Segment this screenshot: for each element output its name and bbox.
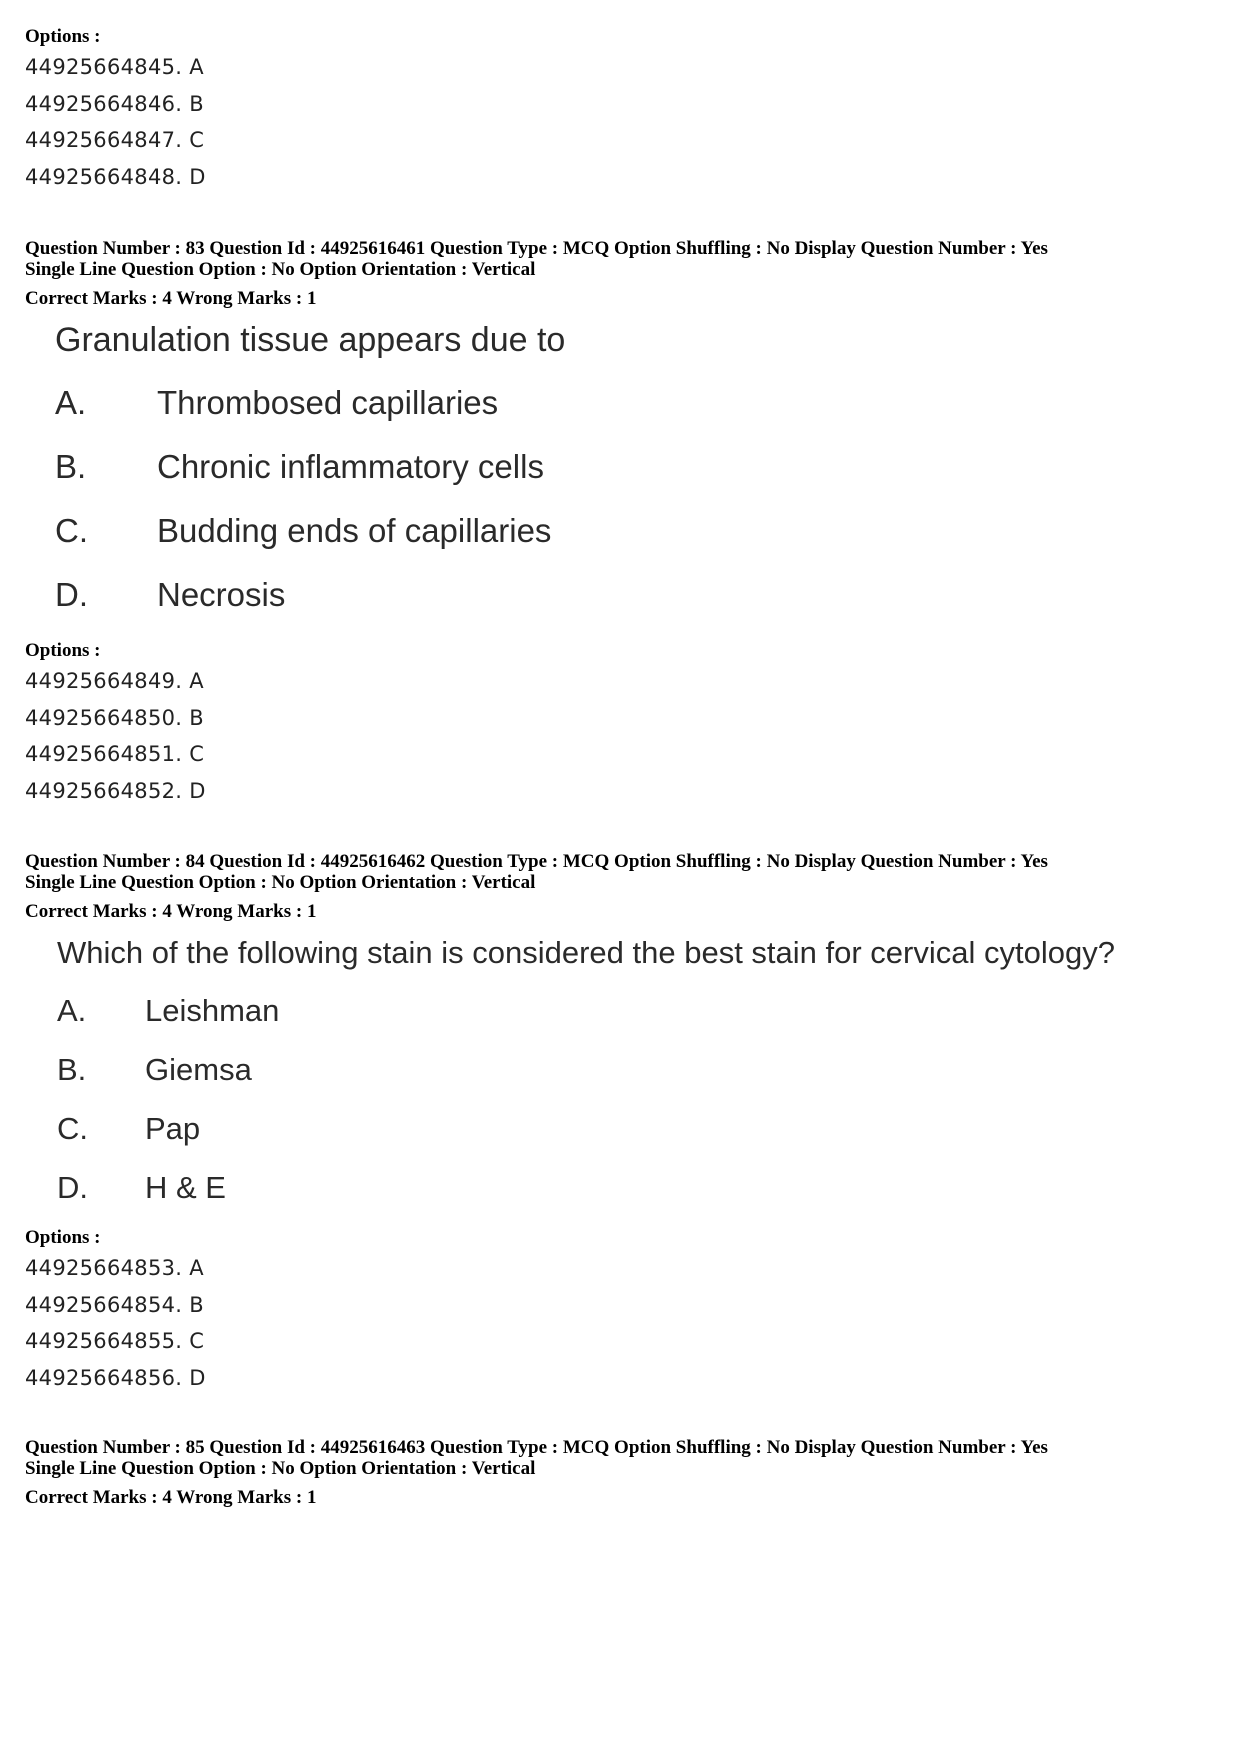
question-meta-line: Single Line Question Option : No Option Orientation : Vertical bbox=[25, 872, 536, 893]
option-id-item: 44925664847. C bbox=[25, 128, 205, 152]
options-block-q83 bbox=[25, 640, 206, 815]
option-id-item: 44925664851. C bbox=[25, 742, 205, 766]
choice-letter: C. bbox=[57, 1111, 88, 1146]
option-id-item: 44925664849. A bbox=[25, 669, 204, 693]
answer-choice-b bbox=[57, 1050, 1115, 1090]
option-id-list bbox=[25, 669, 206, 815]
question-stem: Granulation tissue appears due to bbox=[55, 321, 566, 359]
choice-text: H & E bbox=[145, 1170, 226, 1205]
choice-letter: D. bbox=[55, 576, 88, 613]
answer-choice-d bbox=[57, 1168, 1115, 1208]
answer-choice-a bbox=[57, 991, 1115, 1031]
choice-text: Necrosis bbox=[157, 576, 286, 613]
question-meta-line: Question Number : 83 Question Id : 44925616461 Question Type : MCQ Option Shuffling : No Display Question Number : Yes bbox=[25, 238, 1048, 259]
question-84-header bbox=[25, 851, 1048, 922]
question-85-header bbox=[25, 1437, 1048, 1508]
question-marks: Correct Marks : 4 Wrong Marks : 1 bbox=[25, 901, 317, 922]
choice-letter: A. bbox=[55, 384, 87, 421]
question-83-body bbox=[55, 320, 565, 615]
option-id-item: 44925664846. B bbox=[25, 91, 204, 116]
answer-choice-c bbox=[55, 511, 565, 551]
choice-text: Budding ends of capillaries bbox=[157, 512, 552, 549]
choice-text: Pap bbox=[145, 1111, 201, 1146]
question-83-header bbox=[25, 238, 1048, 309]
options-label: Options : bbox=[25, 26, 101, 47]
option-id-list bbox=[25, 1256, 206, 1402]
choice-text: Leishman bbox=[145, 993, 280, 1028]
choice-text: Chronic inflammatory cells bbox=[157, 448, 544, 485]
question-meta-line: Question Number : 84 Question Id : 44925616462 Question Type : MCQ Option Shuffling : No Display Question Number : Yes bbox=[25, 851, 1048, 872]
question-stem: Which of the following stain is considered the best stain for cervical cytology? bbox=[57, 935, 1115, 970]
answer-choice-c bbox=[57, 1109, 1115, 1149]
question-meta-line: Question Number : 85 Question Id : 44925616463 Question Type : MCQ Option Shuffling : No Display Question Number : Yes bbox=[25, 1437, 1048, 1458]
option-id-item: 44925664854. B bbox=[25, 1292, 204, 1317]
option-id-item: 44925664852. D bbox=[25, 778, 206, 803]
option-id-list bbox=[25, 55, 206, 201]
option-id-item: 44925664855. C bbox=[25, 1329, 205, 1353]
option-id-item: 44925664856. D bbox=[25, 1365, 206, 1390]
choice-letter: B. bbox=[57, 1052, 87, 1087]
answer-choice-b bbox=[55, 447, 565, 487]
answer-choice-a bbox=[55, 383, 565, 423]
options-block-q84 bbox=[25, 1227, 206, 1402]
question-84-body bbox=[57, 933, 1115, 1208]
option-id-item: 44925664850. B bbox=[25, 705, 204, 730]
options-block-q82 bbox=[25, 26, 206, 201]
answer-choice-d bbox=[55, 575, 565, 615]
option-id-item: 44925664848. D bbox=[25, 164, 206, 189]
options-label: Options : bbox=[25, 640, 101, 661]
question-marks: Correct Marks : 4 Wrong Marks : 1 bbox=[25, 1487, 317, 1508]
choice-text: Giemsa bbox=[145, 1052, 252, 1087]
choice-letter: B. bbox=[55, 448, 87, 485]
choice-letter: C. bbox=[55, 512, 88, 549]
options-label: Options : bbox=[25, 1227, 101, 1248]
choice-text: Thrombosed capillaries bbox=[157, 384, 499, 421]
question-marks: Correct Marks : 4 Wrong Marks : 1 bbox=[25, 288, 317, 309]
choice-letter: A. bbox=[57, 993, 87, 1028]
option-id-item: 44925664845. A bbox=[25, 55, 204, 79]
question-meta-line: Single Line Question Option : No Option Orientation : Vertical bbox=[25, 259, 536, 280]
choice-letter: D. bbox=[57, 1170, 88, 1205]
question-meta-line: Single Line Question Option : No Option Orientation : Vertical bbox=[25, 1458, 536, 1479]
option-id-item: 44925664853. A bbox=[25, 1256, 204, 1280]
